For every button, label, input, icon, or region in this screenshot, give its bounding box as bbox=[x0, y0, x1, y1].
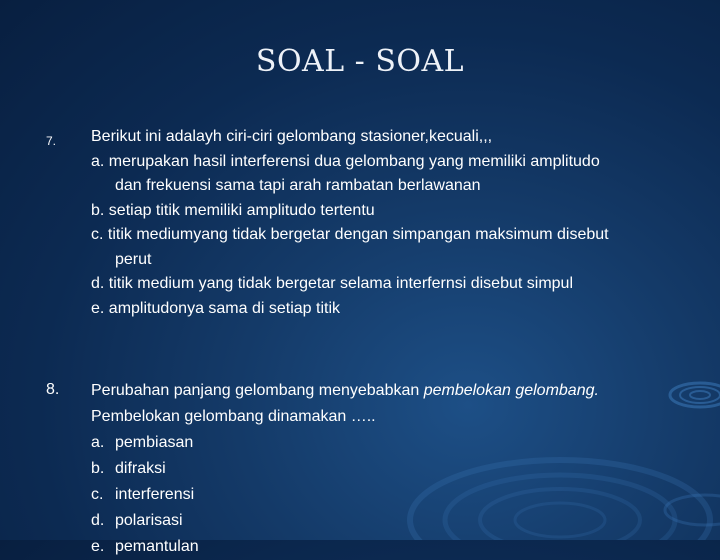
option-c-continued: perut bbox=[115, 250, 152, 268]
option-e: e. amplitudonya sama di setiap titik bbox=[91, 299, 341, 317]
question-number: 8. bbox=[46, 381, 60, 398]
option-text: polarisasi bbox=[115, 512, 183, 529]
question-stem-line2: Pembelokan gelombang dinamakan ….. bbox=[91, 408, 376, 425]
question-stem: Berikut ini adalayh ciri-ciri gelombang stasioner,kecuali,,, bbox=[91, 128, 493, 145]
option-label: a. bbox=[91, 434, 105, 451]
option-b bbox=[91, 456, 599, 482]
option-label: c. bbox=[91, 486, 104, 503]
option-text: interferensi bbox=[115, 486, 195, 503]
option-c bbox=[91, 482, 599, 508]
question-stem bbox=[91, 378, 599, 404]
option-e bbox=[91, 534, 599, 560]
option-label: e. bbox=[91, 538, 105, 555]
slide-title: SOAL - SOAL bbox=[255, 44, 465, 79]
option-text: pemantulan bbox=[115, 538, 199, 555]
question-stem-emphasis: pembelokan gelombang. bbox=[423, 382, 599, 399]
option-d bbox=[91, 508, 599, 534]
option-text: difraksi bbox=[115, 460, 166, 477]
option-a bbox=[91, 430, 599, 456]
option-label: b. bbox=[91, 460, 105, 477]
question-stem-text: Perubahan panjang gelombang menyebabkan bbox=[91, 382, 424, 399]
option-a: a. merupakan hasil interferensi dua gelombang yang memiliki amplitudo bbox=[91, 152, 600, 170]
option-d: d. titik medium yang tidak bergetar selama interfernsi disebut simpul bbox=[91, 275, 573, 292]
option-label: d. bbox=[91, 512, 105, 529]
option-b: b. setiap titik memiliki amplitudo tertentu bbox=[91, 201, 375, 219]
option-a-continued: dan frekuensi sama tapi arah rambatan berlawanan bbox=[115, 177, 481, 194]
question-number: 7. bbox=[46, 134, 57, 148]
option-c: c. titik mediumyang tidak bergetar dengan simpangan maksimum disebut bbox=[91, 226, 609, 243]
option-text: pembiasan bbox=[115, 434, 194, 451]
